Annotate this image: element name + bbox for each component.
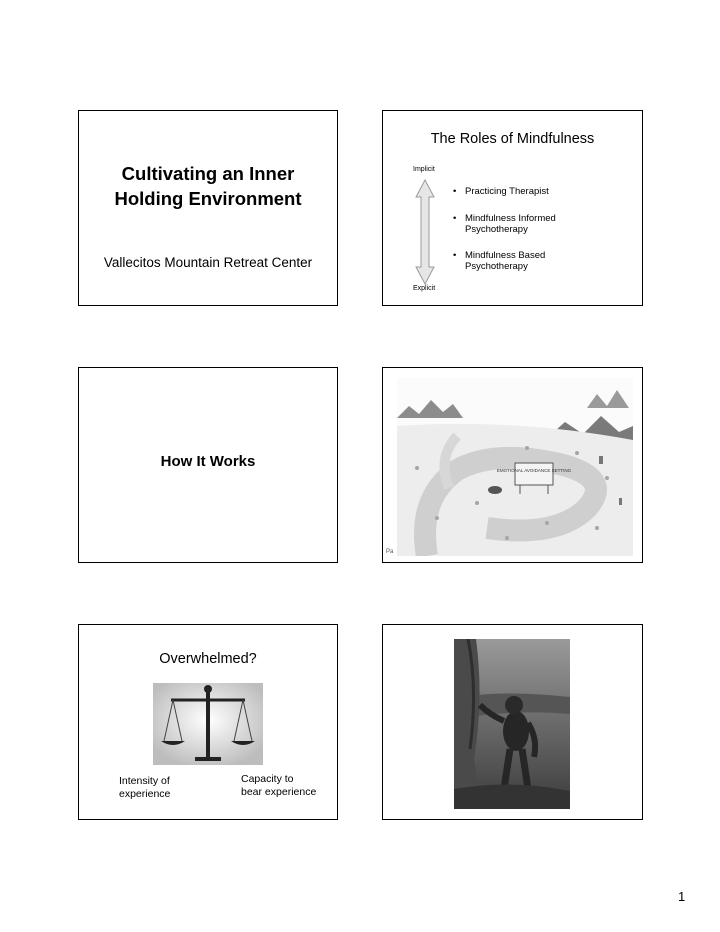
slide-roles-of-mindfulness [382,110,643,306]
sign-text: EMOTIONAL AVOIDANCE SETTING [496,468,572,473]
title-line-2: Holding Environment [114,188,302,209]
slide-primate-image [382,624,643,820]
page-number: 1 [678,889,686,904]
explicit-label: Explicit [413,285,436,292]
list-item: • Mindfulness Based Psychotherapy [453,250,625,272]
slide-cartoon [382,367,643,563]
list-item: • Practicing Therapist [453,186,625,197]
intensity-label: Intensity of experience [119,775,171,800]
cartoon-illustration [397,378,633,556]
list-item: • Mindfulness Informed Psychotherapy [453,213,625,235]
capacity-label: Capacity to bear experience [241,773,317,798]
slide-subtitle: Vallecitos Mountain Retreat Center [103,255,313,270]
slide-heading: Overwhelmed? [159,651,257,667]
slide-heading: How It Works [160,453,256,470]
slide-title-heading [79,161,337,211]
primate-photo [454,639,570,809]
title-line-1: Cultivating an Inner [121,163,295,184]
corner-text: Pa [386,549,394,555]
slide-heading: The Roles of Mindfulness [430,131,595,147]
implicit-label: Implicit [413,166,435,173]
slide-title [78,110,338,306]
balance-scale-image [153,683,263,765]
slide-overwhelmed [78,624,338,820]
double-arrow-icon [415,179,435,285]
slide-how-it-works [78,367,338,563]
